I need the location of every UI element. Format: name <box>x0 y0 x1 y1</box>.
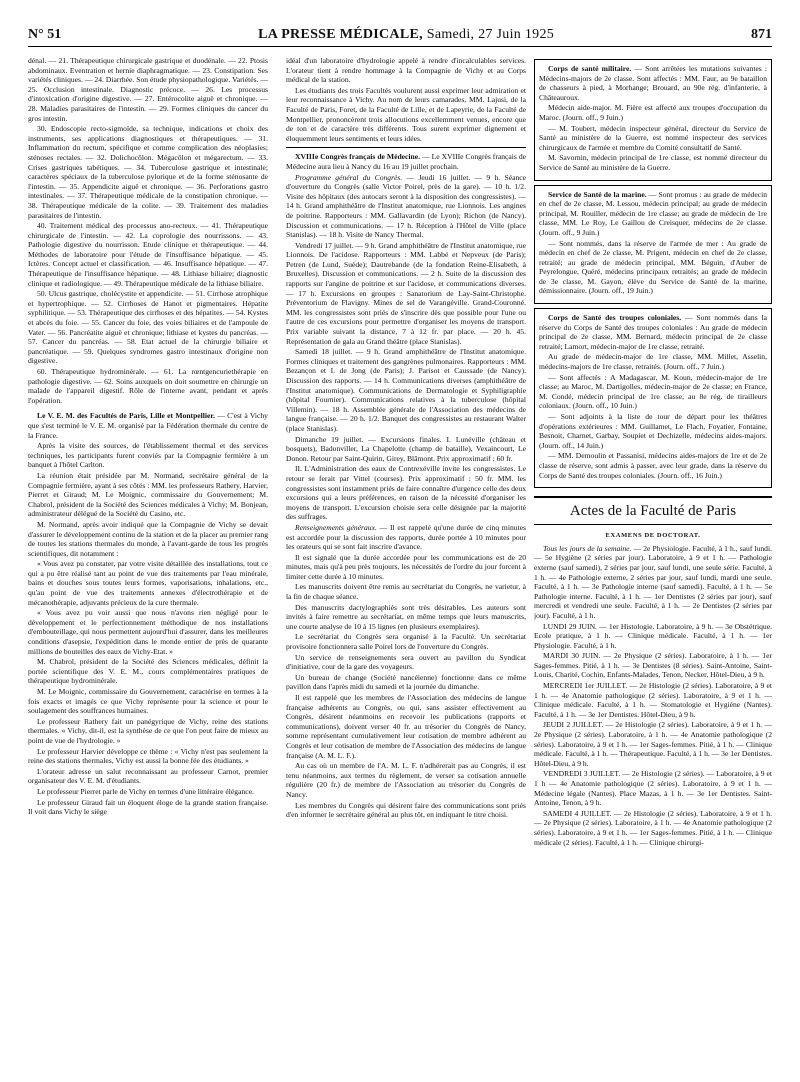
paragraph: idéal d'un laboratoire d'hydrologie appelé à rendre d'incalculables services. L'orateur tient à rendre hommage à la Compagnie de Vichy et au Corps médical de la station. <box>286 56 526 85</box>
paragraph: dénal. — 21. Thérapeutique chirurgicale gastrique et duodénale. — 22. Ptosis abdominaux. Eventration et hernie diaphragmatique. — 23. Constipation. Ses variétés cliniques. — 24. Diarrhée. Son étude physiopathologique. Variétés. — 25. Occlusion intestinale. Diagnostic précoce. — 26. Les processus d'intoxication d'origine digestive. — 27. Entérocolite aiguë et chronique. — 28. Maladies parasitaires de l'intestin. — 29. Formes cliniques du cancer du gros intestin. <box>28 56 268 123</box>
divider <box>286 147 526 148</box>
paragraph: — Sont affectés : A Madagascar, M. Koun, médecin-major de 1re classe; au Maroc, M. Dartigolles, médecin-major de 2e classe; en France, M. Condé, médecin principal de 1re classe, au 8e rég. de tirailleurs coloniaux. (Journ. off., 10 Juin.) <box>539 372 767 411</box>
page-header <box>28 24 772 47</box>
paragraph: MERCREDI 1er JUILLET. — 2e Histologie (2 séries). Laboratoire, à 9 et 1 h. — 4e Anatomie pathologique (2 séries). Laboratoire, à 9 et 1 h. — Clinique médicale. Faculté, à 1 h. — Stomatologie et Hygiène (Nantes). Faculté, à 1 h. — 3e 1er Dentistes. Hôtel-Dieu, à 9 h. <box>534 681 772 719</box>
program-paragraph <box>286 173 526 240</box>
paragraph: Le professeur Pierret parle de Vichy en termes d'une littéraire élégance. <box>37 786 254 796</box>
paragraph: Le secrétariat du Congrès sera organisé à la Faculté. Un secrétariat provisoire fonctionnera salle Poirel lors de l'ouverture du Congrès. <box>286 632 526 652</box>
paragraph: Il est rappelé que les membres de l'Association des médecins de langue française adhérents au Congrès, ou qui, sans assister effectivement au Congrès, désirent néanmoins en recevoir les publications (rapports et communications), doivent verser 40 fr. au trésorier du Congrès de Nancy, somme représentant cumulativement leur cotisation de membre adhérent au Congrès et leur cotisation de membre de l'Association des médecins de langue française (A. M. L. F.). <box>286 693 526 760</box>
paragraph: Au cas où un membre de l'A. M. L. F. n'adhérerait pas au Congrès, il est tenu néanmoins, aux termes du règlement, de verser sa cotisation annuelle régulière (20 fr.) de membre de l'Association au trésorier du Congrès de Nancy. <box>286 761 526 799</box>
paragraph: Les manuscrits doivent être remis au secrétariat du Congrès, ne varietur, à la fin de chaque séance. <box>286 582 526 602</box>
exam-intro <box>534 544 772 621</box>
info-label: Renseignements généraux. <box>295 522 377 532</box>
journal-name: LA PRESSE MÉDICALE, <box>258 27 423 42</box>
box-lead: — Sont nommés dans la réserve du Corps de Santé des troupes coloniales : Au grade de médecin principal de 2e classe, MM. Bernard, médecin principal de 2e classe retraité; Lamort, médecin-major de 1re classe, retraité. <box>539 313 767 351</box>
paragraph: SAMEDI 4 JUILLET. — 2e Histologie (2 séries). Laboratoire, à 9 et 1 h. — 2e Physique (2 séries). Laboratoire, à 1 h. — 4e Anatomie pathologique (2 séries). Laboratoire, à 9 et 1 h. — 1er Sages-femmes. Pitié, à 1 h. — Clinique médicale (2 séries). Faculté, à 1 h. — Clinique chirurgi- <box>534 808 772 847</box>
program-label: Programme général du Congrès. <box>295 172 403 182</box>
paragraph: Au grade de médecin-major de 1re classe, MM. Millet, Asselin, médecins-majors de 1re classe, retraités. (Journ. off., 7 Juin.) <box>539 352 767 372</box>
paragraph: JEUDI 2 JUILLET. — 2e Histologie (2 séries). Laboratoire, à 9 et 1 h. — 2e Physique (2 séries). Laboratoire, à 1 h. — 4e Anatomie pathologique (2 séries). Laboratoire, à 9 et 1 h. — 1er Sages-femmes. Pitié, à 1 h. — Clinique médicale. Faculté, à 1 h. — Thérapeutique. Faculté, à 1 h. — 3e 1er Dentistes. Hôtel-Dieu, à 9 h. <box>534 720 772 768</box>
issue-number: N° 51 <box>28 27 62 42</box>
paragraph: Vendredi 17 juillet. — 9 h. Grand amphithéâtre de l'Institut anatomique, rue Lionnois. De l'acidose. Rapporteurs : MM. Labbé et Nepveux (de Paris); Petren (de Lund, Suède); Dautrebande (de la fondation Reine-Elisabeth, à Bruxelles). Discussion et communications. — 2 h. Suite de la discussion des rapports sur l'angine de poitrine et sur l'acidose, et communications diverses. — 17 h. Excursions en groupes : Sanatorium de Lay-Saint-Christophe. Préventorium de Flavigny. Mines de sel de Varangéville. Grand-Couronné. MM. les congressistes sont priés de s'inscrire dès que possible pour l'une ou l'autre de ces excursions pour permettre d'organiser les moyens de transport. Prix variable suivant la distance, 7 à 12 fr. par place. — 20 h. 45. Représentation de gala au Grand théâtre (place Stanislas). <box>286 240 526 346</box>
section-heading-vem <box>28 411 268 440</box>
box-lead: — Sont arrêtées les mutations suivantes : Médecins-majors de 2e classe. Sont affectés : MM. Faur, au 9e bataillon de chasseurs à pied, à Morhange; Brouard, au 90e rég. d'infanterie, à Châteauroux. <box>539 64 767 102</box>
box-heading <box>539 190 767 238</box>
paragraph: « Vous avez pu voir aussi que nous n'avons rien négligé pour le développement et le perfectionnement méthodique de nos installations d'embouteillage, qui nous permettent aujourd'hui d'assurer, dans les meilleures conditions d'asepsie, l'expédition dans le monde entier de près de quarante millions de bouteilles des eaux de Vichy-Etat. » <box>28 608 268 656</box>
exam-intro-label: Tous les jours de la semaine. <box>543 543 632 553</box>
paragraph: « Vous avez pu constater, par votre visite détaillée des installations, tout ce qui a pu être réalisé tant au point de vue des traitements par l'eau minérale, bains et douches sous toutes leurs formes, vaporisations, inhalations, etc., qu'au point de vue des traitements annexes d'électrothérapie et de mécanothérapie, adjuvants précieux de la cure thermale. <box>28 559 268 607</box>
news-box-coloniales <box>534 308 772 488</box>
paragraph: 30. Endoscopie recto-sigmoïde, sa technique, indications et choix des instruments, ses applications diagnostiques et thérapeutiques. — 31. Inflammation du rectum, spécifique et comme complication des néoplasies; sténoses rectales. — 32. Dolichocôlon. Mégacôlon et mégarectum. — 33. Crises gastriques tabétiques. — 34. Tuberculose gastrique et intestinale; caractères spéciaux de la tuberculose pylorique et de la forme sténosante de l'intestin. — 35. Appendicite aiguë et chronique. — 36. Perforations gastro intestinales. — 37. Thérapeutique médicale de la constipation chronique. — 38. Thérapeutique médicale de la colite. — 39. Traitement des maladies parasitaires de l'intestin. <box>28 124 268 220</box>
program-text: — Jeudi 16 juillet. — 9 h. Séance d'ouverture du Congrès (salle Victor Poirel, près de la gare). — 10 h. 1/2. Visite des hôpitaux (des autocars seront à la disposition des congressistes). — 14 h. Grand amphithéâtre de l'Institut anatomique, rue Lionnois. Les angines de poitrine. Rapporteurs : MM. Gallavardin (de Lyon); Richon (de Nancy). Discussion et communications. — 17 h. Réception à l'Hôtel de Ville (place Stanislas). — 18 h. Visite de Nancy Thermal. <box>286 172 526 240</box>
paragraph: 60. Thérapeutique hydrominérale. — 61. La rœntgencuriethérapie en pathologie digestive. — 62. Soins auxquels on doit soumettre en chirurgie un malade de l'appareil digestif. Rôle de l'interne avant, pendant et après l'opération. <box>28 367 268 405</box>
column-2 <box>286 56 526 1074</box>
box-title: Corps de santé militaire. <box>548 64 632 73</box>
paragraph: Les étudiants des trois Facultés voulurent aussi exprimer leur admiration et leur reconnaissance à Vichy. Au nom de leurs camarades, MM. Lajusi, de la Faculté de Paris, Foret, de la Faculté de Lille, et de Lapeyrie, de la Faculté de Montpellier, prononcèrent trois allocutions excellemment venues, encore que de ton et de caractère très différents. Tous surent exprimer dignement et éloquemment leurs sentiments et leurs idées. <box>286 85 526 143</box>
section-lead: — C'est à Vichy que s'est terminé le V. E. M. organisé par la Fédération thermale du centre de la France. <box>28 411 268 440</box>
paragraph: 40. Traitement médical des processus ano-recteux. — 41. Thérapeutique chirurgicale de l'intestin. — 42. La coprologie des nourrissons. — 43. Pathologie digestive du nourrisson. Etude clinique et thérapeutique. — 44. Méthodes de laboratoire pour l'étude de l'insuffisance hépatique. — 45. Ictères. Concept actuel et classification. — 46. Insuffisance hépatique. — 47. Thérapeutique de l'insuffisance hépatique. — 48. Lithiase biliaire; diagnostic clinique et radiologique. — 49. Thérapeutique médicale de la lithiase biliaire. <box>28 221 268 288</box>
column-3 <box>534 56 772 1074</box>
paragraph: MARDI 30 JUIN. — 2e Physique (2 séries). Laboratoire, à 1 h. — 1er Sages-femmes. Pitié, à 1 h. — 3e Dentistes (8 séries). Saint-Antoine, Saint-Louis, Charité, Cochin, Enfants-Malades, Tenon, Necker, Hôtel-Dieu, à 9 h. <box>534 651 772 680</box>
box-heading <box>539 64 767 102</box>
paragraph: Un service de renseignements sera ouvert au pavillon du Syndicat d'initiative, cour de la gare des voyageurs. <box>286 652 526 672</box>
paragraph: — Sont adjoints à la liste de tour de départ pour les théâtres d'opérations extérieures : MM. Guillamet, Le Flach, Foyatier, Fontaine, Besnoit, Charnet, Garbay, Soupiet et Dechizelle, médecins aides-majors. (Journ. off., 14 Juin.) <box>539 412 767 450</box>
box-title: Corps de Santé des troupes coloniales. <box>548 313 682 323</box>
paragraph: II. L'Administration des eaux de Contrexéville invite les congressistes. Le retour se ferait par Vittel (courses). Prix approximatif : 50 fr. MM. les congressistes sont instamment priés de faire connaître d'urgence celle des deux excursions qui a leurs préférences, en raison de la nécessité d'organiser les moyens de transport. L'excursion choisie sera celle désignée par la majorité des suffrages. <box>286 464 526 522</box>
paragraph: Le professeur Rathery fait un panégyrique de Vichy, reine des stations thermales. « Vichy, dit-il, est la synthèse de ce que l'on peut faire de mieux au point de vue de l'hydrologie. » <box>28 716 268 745</box>
box-title: Service de Santé de la marine. <box>548 189 647 199</box>
journal-date: Samedi, 27 Juin 1925 <box>426 27 555 42</box>
section-lead: — Le XVIIIe Congrès français de Médecine aura lieu à Nancy du 16 au 19 juillet prochain. <box>286 152 526 171</box>
box-heading <box>539 313 767 351</box>
box-lead: — Sont promus : au grade de médecin en chef de 2e classe, M. Lessou, médecin principal; au grade de médecin principal, M. Rouiller, médecin de 1re classe; au grade de médecin de 1re classe, MM. Le Roy, Le Gaillou de Creisquer, médecins de 2e classe. (Journ. off., 9 Juin.) <box>539 189 768 237</box>
section-title-actes: Actes de la Faculté de Paris <box>534 496 772 525</box>
paragraph: M. Le Moignic, commissaire du Gouvernement, caractérise en termes à la fois exacts et imagés ce que Vichy représente pour la science et pour le soulagement des souffrances humaines. <box>28 687 268 716</box>
paragraph: Le professeur Giraud fait un éloquent éloge de la grande station française. Il voit dans Vichy le siège <box>28 797 268 817</box>
paragraph: Les membres du Congrès qui désirent faire des communications sont priés d'en informer le secrétaire général au plus tôt, en indiquant le titre choisi. <box>286 800 526 820</box>
column-1 <box>28 56 268 1074</box>
journal-title <box>258 27 554 43</box>
paragraph: LUNDI 29 JUIN. — 1er Histologie. Laboratoire, à 9 h. — 3e Obstétrique. Ecole pratique, à 1 h. — Clinique médicale. Faculté, à 1 h. — 1er Physiologie. Faculté, à 1 h. <box>534 621 772 650</box>
news-box-marine <box>534 185 772 305</box>
paragraph: — Sont nommés, dans la réserve de l'armée de mer : Au grade de médecin en chef de 2e classe, M. Prigent, médecin en chef de 2e classe, retraité; au grade de médecin principal, MM. Béguin, d'Auber de Peyrelongue, Quéré, médecins principaux retraités; au grade de médecin de 3e classe, M. Gayon, élève du Service de Santé de la marine, démissionnaire. (Journ. off., 19 Juin.) <box>539 238 767 296</box>
paragraph: — MM. Demoulin et Passanisi, médecins aides-majors de 1re et de 2e classe de réserve, sont admis à passer, avec leur grade, dans la réserve du Corps de Santé des troupes coloniales. (Journ. off., 16 Juin.) <box>539 451 767 480</box>
paragraph: Après la visite des sources, de l'établissement thermal et des services techniques, les participants furent conviés par la Compagnie fermière à un banquet à l'hôtel Carlton. <box>28 441 268 470</box>
section-title: XVIIIe Congrès français de Médecine. <box>295 152 421 162</box>
paragraph: Il est signalé que la durée accordée pour les communications est de 20 minutes, mais qu'à peu près toujours, les nécessités de l'ordre du jour forcent à limiter cette durée à 10 minutes. <box>286 552 526 581</box>
paragraph: Des manuscrits dactylographiés sont très désirables. Les auteurs sont invités à faire remettre au secrétariat, en même temps que leurs manuscrits, une courte analyse de 10 à 15 lignes (en plusieurs exemplaires). <box>286 602 526 631</box>
paragraph: M. Savornin, médecin principal de 1re classe, est nommé directeur du Service de Santé au ministère de la Guerre. <box>539 153 767 172</box>
paragraph: Un bureau de change (Société nancéienne) fonctionne dans ce même pavillon dans l'après midi du samedi et la journée du dimanche. <box>286 672 526 692</box>
paragraph: La réunion était présidée par M. Normand, secrétaire général de la Compagnie fermière, ayant à ses côtés : MM. les professeurs Rathery, Harvier, Pierret et Giraud; M. Le Moignic, commissaire du Gouvernement; M. Chabrol, président de la Société des Sciences médicales à Vichy; M. Bonjean, administrateur délégué de la Société du Casino, etc. <box>28 470 268 519</box>
section-title: Le V. E. M. des Facultés de Paris, Lille et Montpellier. <box>37 411 215 421</box>
paragraph: 50. Ulcus gastrique, cholécystite et appendicite. — 51. Cirrhose atrophique et hypertrophique. — 52. Cirrhoses de Hanot et pigmentaires. Hépatite syphilitique. — 53. Thérapeutique des cirrhoses et des hépatites. — 54. Kystes et abcès du foie. — 55. Cancer du foie, des voies biliaires et de l'ampoule de Vater. — 56. Pancréatite aiguë et chronique; lithiase et kystes du pancréas. — 57. Cancer du pancréas. — 58. Etat actuel de la chirurgie biliaire et pancréatique. — 59. Quelques syndromes gastro intestinaux d'origine non digestive. <box>28 289 268 366</box>
paragraph: Médecin aide-major. M. Fière est affecté aux troupes d'occupation du Maroc. (Journ. off., 9 Juin.) <box>539 103 767 122</box>
exam-heading: EXAMENS DE DOCTORAT. <box>605 532 701 540</box>
paragraph: Dimanche 19 juillet. — Excursions finales. I. Lunéville (château et bosquets), Badonviller, La Chapelotte (champ de bataille), Vexaincourt, Le Donon. Retour par Saint-Quirin, Girey, Blâmont. Prix approximatif : 60 fr. <box>286 434 526 463</box>
paragraph: M. Normand, après avoir indiqué que la Compagnie de Vichy se devait d'assurer le développement continu de la station et de la placer au premier rang de toutes les stations thermales du monde, à l'avant-garde de tous les progrès scientifiques, dit notamment : <box>28 519 268 558</box>
exam-intro-text: — 2e Physiologie. Faculté, à 1 h., sauf lundi. — 5e Hygiène (2 séries par jour). Laboratoire, à 9 et 1 h. — Pathologie externe (sauf samedi), 2 séries par jour, sauf lundi, une seule série. Faculté, à 1 h. — 4e Pathologie externe, 2 séries par jour, sauf lundi, mardi une seule. Faculté, à 1 h. — 3e Pathologie interne (sauf samedi). Faculté, à 1 h. — 5e Pathologie interne. Faculté, à 1 h. — 1er Dentistes (2 séries par jour), sauf mercredi et vendredi une seule. Faculté, à 1 h. — 2e Dentistes (2 séries par jour). Faculté, à 1 h. <box>534 543 772 620</box>
paragraph: L'orateur adresse un salut reconnaissant au professeur Carnot, premier organisateur des V. E. M. d'étudiants. <box>28 766 268 786</box>
info-paragraph <box>286 523 526 552</box>
page-number: 871 <box>750 27 772 42</box>
paragraph: VENDREDI 3 JUILLET. — 2e Histologie (2 séries). — Laboratoire, à 9 et 1 h — 4e Anatomie pathologique (2 séries). Laboratoire, à 9 et 1 h. — Médecine légale (Nantes). Place Mazas, à 1 h. — 3e 1er Dentistes. Saint-Antoine, Tenon, à 9 h. <box>534 769 772 808</box>
info-text: — Il est rappelé qu'une durée de cinq minutes est accordée pour la discussion des rapports, durée portée à 10 minutes pour les orateurs qui se sont fait inscrire d'avance. <box>286 522 526 552</box>
news-box-militaire <box>534 59 772 181</box>
paragraph: M. Chabrol, président de la Société des Sciences médicales, définit la portée scientifique des V. E. M., cours complémentaires pratiques de thérapeutique hydrominérale. <box>28 657 268 686</box>
paragraph: Le professeur Harvier développe ce thème : « Vichy n'est pas seulement la reine des stations thermales, Vichy est aussi la bonne fée des étudiants. » <box>28 746 268 766</box>
section-heading-congres <box>286 152 526 171</box>
paragraph: Samedi 18 juillet. — 9 h. Grand amphithéâtre de l'Institut anatomique. Formes cliniques et traitement des gangrènes pulmonaires. Rapporteurs : MM. Bezançon et I. de Jong (de Paris); J. Parisot et Caussade (de Nancy). Discussion des rapports. — 14 h. Communications diverses (amphithéâtre de l'Institut anatomique). Communications de Dermatologie et Syphiligraphie (hôpital Fournier). Communications relatives à la tuberculose (hôpital Villemin). — 18 h. Assemblée générale de l'Association des médecins de langue française. — 20 h. 1/2. Banquet des congressistes au restaurant Walter (place Stanislas). <box>286 347 526 433</box>
paragraph: — M. Toubert, médecin inspecteur général, directeur du Service de Santé au ministère de la Guerre, est nommé inspecteur des services chirurgicaux de l'armée et membre du Comité consultatif de Santé. <box>539 123 767 152</box>
